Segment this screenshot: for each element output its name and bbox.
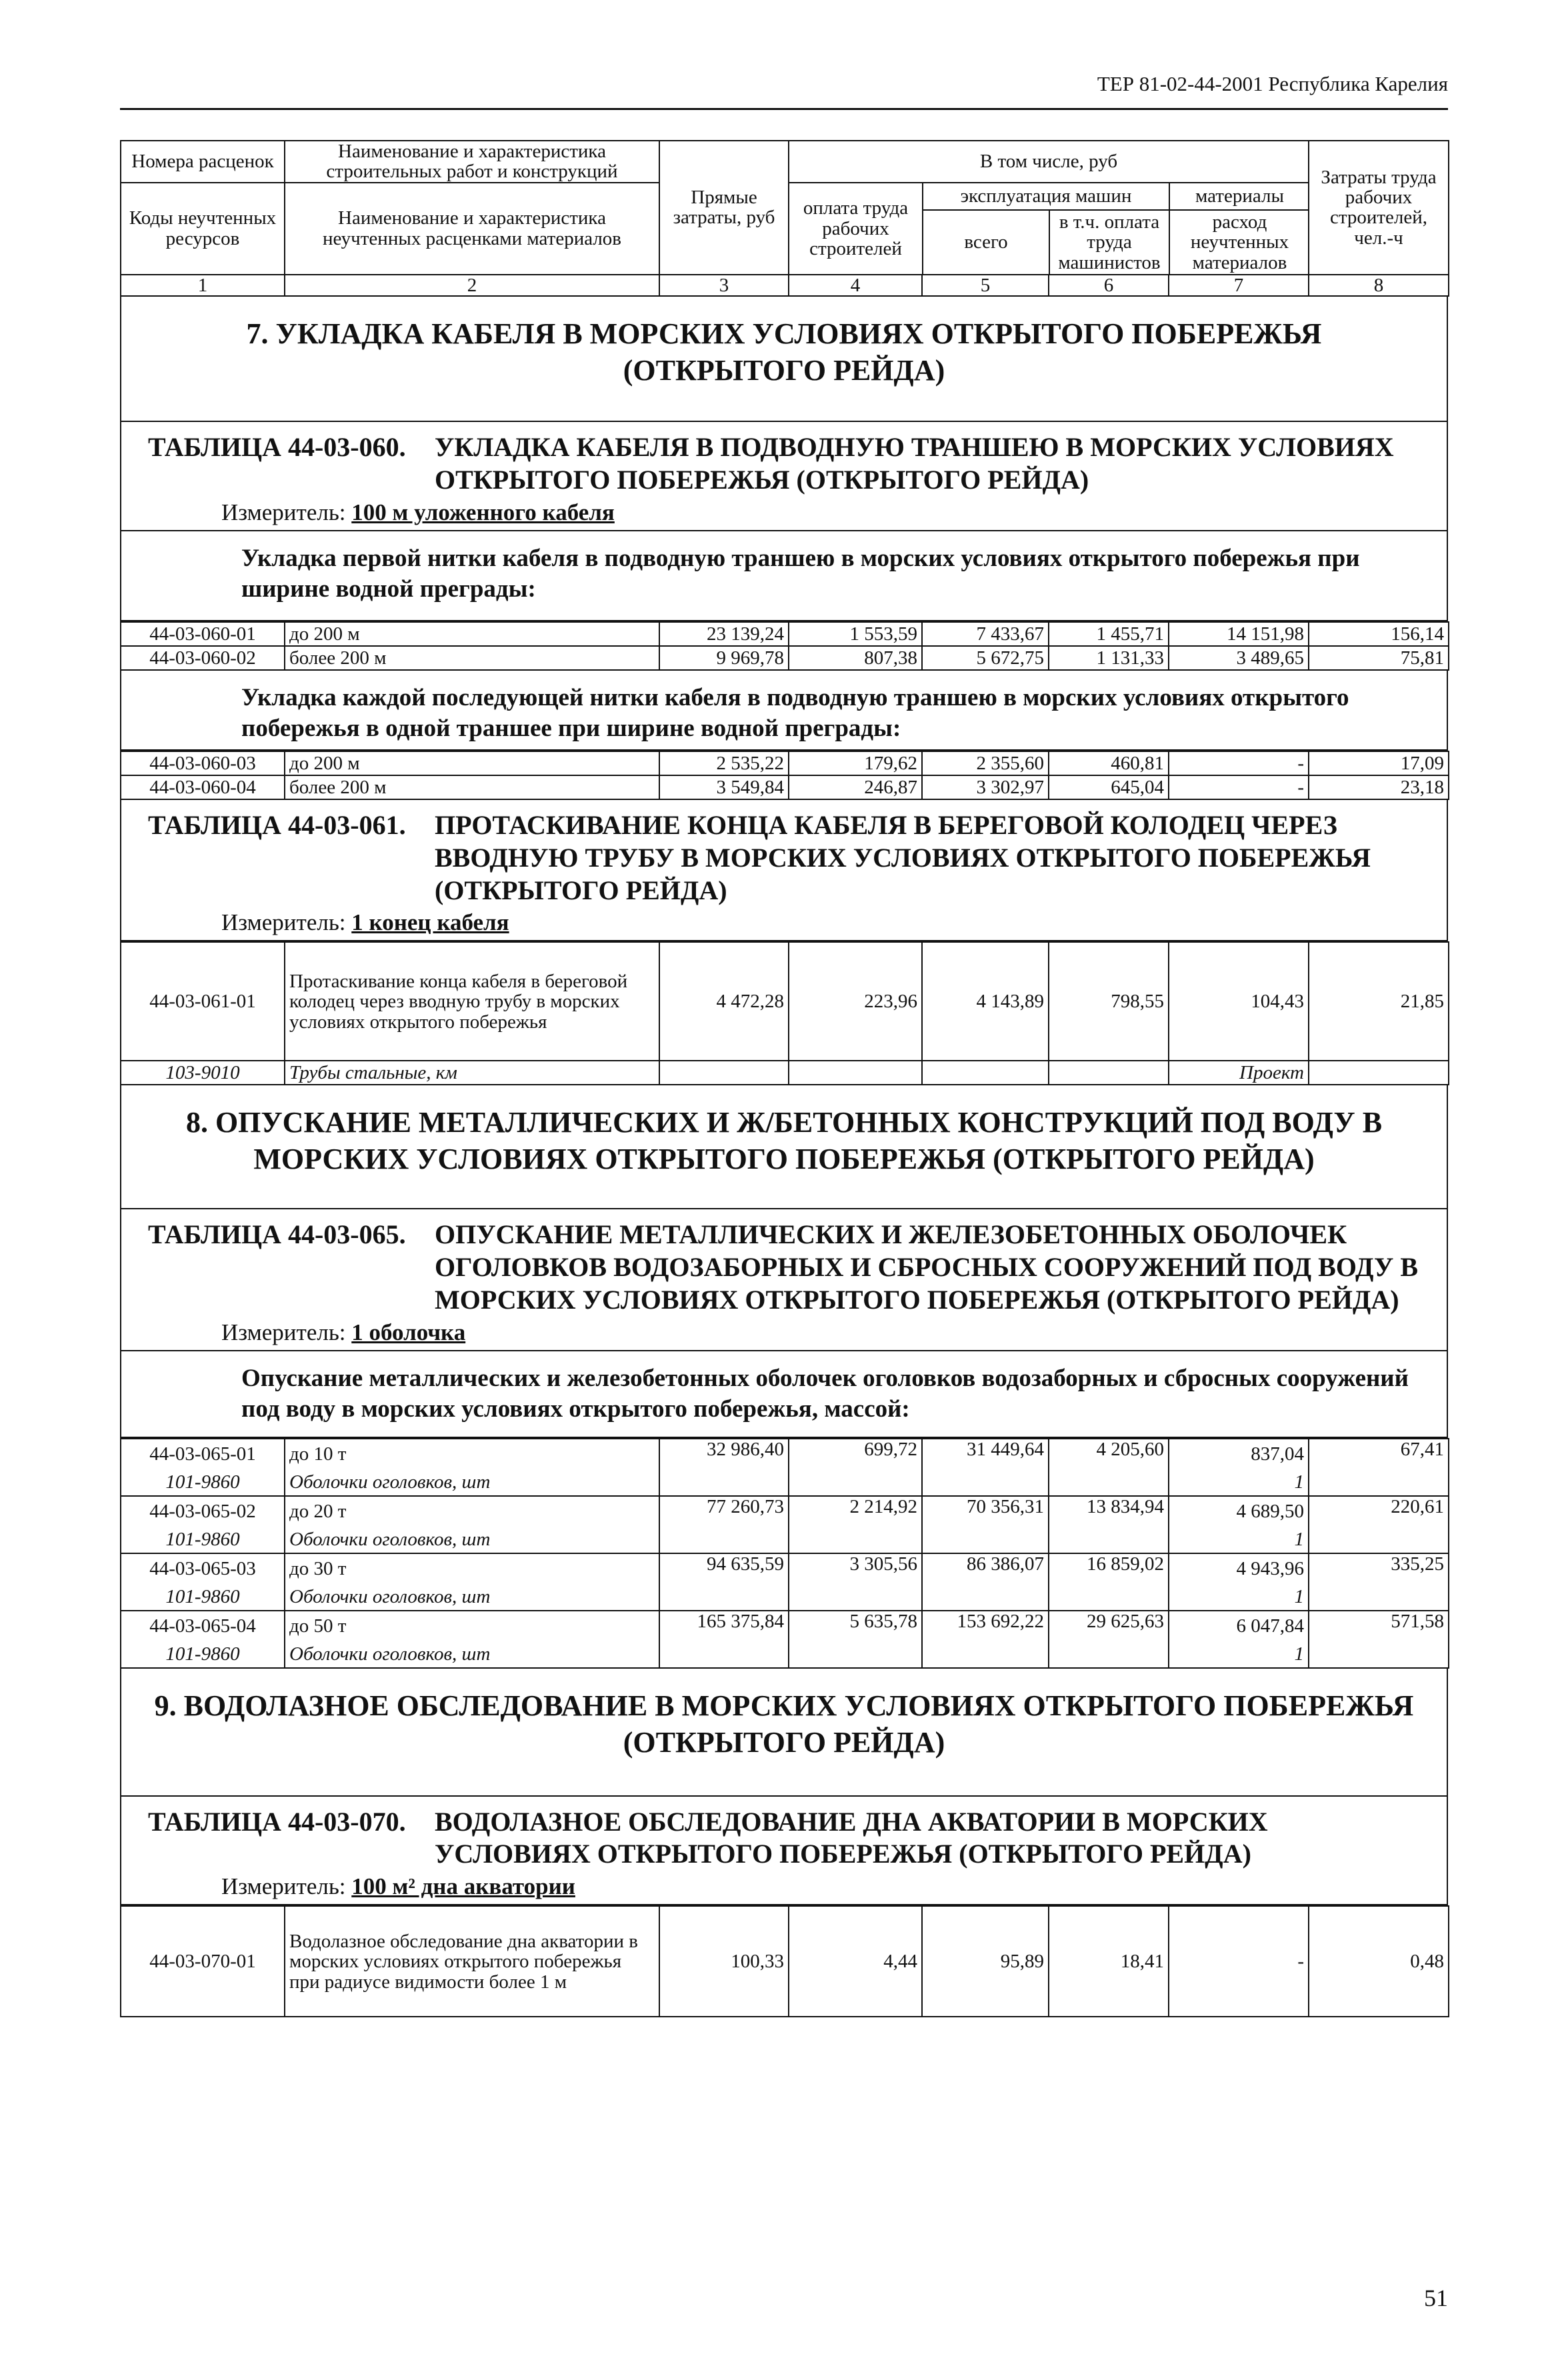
rate-name: Протаскивание конца кабеля в береговой колодец через вводную трубу в морских условиях открытого побережья: [285, 942, 659, 1061]
direct-cost: 32 986,40: [659, 1439, 789, 1496]
resource-code: 101-9860: [121, 1641, 285, 1668]
table-row: [121, 751, 1449, 775]
resource-code: 103-9010: [121, 1061, 285, 1085]
col6-header: в т.ч. оплата труда машинистов: [1049, 210, 1169, 274]
col-num-8: 8: [1309, 275, 1449, 296]
table-061-label: ТАБЛИЦА 44-03-061.: [148, 809, 406, 840]
table-row: [121, 1906, 1449, 2017]
resource-qty: 1: [1169, 1469, 1309, 1496]
table-065-rows: [120, 1438, 1449, 1669]
col-num-3: 3: [659, 275, 789, 296]
machine-cost: 5 672,75: [922, 646, 1049, 670]
col3-header: Прямые затраты, руб: [659, 141, 789, 275]
resource-code: 101-9860: [121, 1584, 285, 1611]
table-070-name: ВОДОЛАЗНОЕ ОБСЛЕДОВАНИЕ ДНА АКВАТОРИИ В МОРСКИХ УСЛОВИЯХ ОТКРЫТОГО ПОБЕРЕЖЬЯ (ОТКРЫТОГО РЕЙДА): [435, 1806, 1268, 1869]
materials-cost: 104,43: [1169, 942, 1309, 1061]
direct-cost: 94 635,59: [659, 1553, 789, 1611]
labor-cost: 5 635,78: [789, 1611, 922, 1668]
col1-top-header: Номера расценок: [121, 141, 285, 183]
rate-name: Водолазное обследование дна акватории в морских условиях открытого побережья при радиусе видимости более 1 м: [285, 1906, 659, 2017]
table-row: [121, 775, 1449, 799]
operator-cost: 1 455,71: [1049, 622, 1169, 646]
machine-cost: 153 692,22: [922, 1611, 1049, 1668]
table-row: [121, 1439, 1449, 1469]
rate-code: 44-03-061-01: [121, 942, 285, 1061]
rate-code: 44-03-070-01: [121, 1906, 285, 2017]
operator-cost: 16 859,02: [1049, 1553, 1169, 1611]
col-num-6: 6: [1049, 275, 1169, 296]
rate-code: 44-03-065-04: [121, 1611, 285, 1641]
operator-cost: 4 205,60: [1049, 1439, 1169, 1496]
labor-cost: 807,38: [789, 646, 922, 670]
page-content: [120, 140, 1448, 2017]
breakdown-header: В том числе, руб: [789, 141, 1309, 183]
materials-cost: 6 047,84: [1169, 1611, 1309, 1641]
table-070-title: [121, 1797, 1447, 1871]
table-row: [121, 1553, 1449, 1584]
labor-cost: 1 553,59: [789, 622, 922, 646]
table-row: [121, 646, 1449, 670]
table-row: [121, 1496, 1449, 1527]
table-061-name: ПРОТАСКИВАНИЕ КОНЦА КАБЕЛЯ В БЕРЕГОВОЙ КОЛОДЕЦ ЧЕРЕЗ ВВОДНУЮ ТРУБУ В МОРСКИХ УСЛОВИЯХ ОТКРЫТОГО ПОБЕРЕЖЬЯ (ОТКРЫТОГО РЕЙДА): [435, 809, 1371, 905]
resource-row: [121, 1061, 1449, 1085]
direct-cost: 3 549,84: [659, 775, 789, 799]
resource-qty: 1: [1169, 1527, 1309, 1553]
table-070-rows: [120, 1905, 1449, 2017]
labor-cost: 4,44: [789, 1906, 922, 2017]
rate-code: 44-03-060-02: [121, 646, 285, 670]
labor-hours: 571,58: [1309, 1611, 1449, 1668]
machine-cost: 86 386,07: [922, 1553, 1049, 1611]
labor-hours: 75,81: [1309, 646, 1449, 670]
table-060-header: [120, 422, 1448, 531]
col-num-1: 1: [121, 275, 285, 296]
table-060-rows-2: [120, 751, 1449, 800]
resource-qty: Проект: [1169, 1061, 1309, 1085]
table-060-group1: Укладка первой нитки кабеля в подводную траншею в морских условиях открытого побережья при ширине водной преграды:: [120, 531, 1448, 621]
resource-name: Трубы стальные, км: [285, 1061, 659, 1085]
col7-header: расход неучтенных материалов: [1190, 211, 1289, 273]
rate-name: до 30 т: [285, 1553, 659, 1584]
col4-header: оплата труда рабочих строителей: [789, 183, 923, 274]
rate-code: 44-03-060-04: [121, 775, 285, 799]
rate-code: 44-03-065-02: [121, 1496, 285, 1527]
materials-cost: 4 943,96: [1169, 1553, 1309, 1584]
operator-cost: 460,81: [1049, 751, 1169, 775]
labor-hours: 23,18: [1309, 775, 1449, 799]
rate-code: 44-03-060-01: [121, 622, 285, 646]
rate-code: 44-03-065-01: [121, 1439, 285, 1469]
operator-cost: 645,04: [1049, 775, 1169, 799]
resource-name: Оболочки оголовков, шт: [285, 1469, 659, 1496]
table-065-title: [121, 1209, 1447, 1316]
machine-cost: 31 449,64: [922, 1439, 1049, 1496]
table-065-label: ТАБЛИЦА 44-03-065.: [148, 1219, 406, 1250]
rate-name: до 200 м: [285, 622, 659, 646]
resource-qty: 1: [1169, 1641, 1309, 1668]
labor-cost: 179,62: [789, 751, 922, 775]
table-070-label: ТАБЛИЦА 44-03-070.: [148, 1806, 406, 1837]
table-row: [121, 622, 1449, 646]
direct-cost: 100,33: [659, 1906, 789, 2017]
labor-cost: 2 214,92: [789, 1496, 922, 1553]
labor-cost: 223,96: [789, 942, 922, 1061]
col-num-2: 2: [285, 275, 659, 296]
breakdown-subheaders: [789, 183, 1309, 275]
page-number: 51: [1424, 2285, 1448, 2311]
resource-name: Оболочки оголовков, шт: [285, 1641, 659, 1668]
materials-cost: 3 489,65: [1169, 646, 1309, 670]
materials-cost: 4 689,50: [1169, 1496, 1309, 1527]
section-8-heading: 8. ОПУСКАНИЕ МЕТАЛЛИЧЕСКИХ И Ж/БЕТОННЫХ КОНСТРУКЦИЙ ПОД ВОДУ В МОРСКИХ УСЛОВИЯХ ОТКРЫТОГО ПОБЕРЕЖЬЯ (ОТКРЫТОГО РЕЙДА): [120, 1085, 1448, 1209]
col5-header: всего: [923, 210, 1049, 274]
table-061-rows: [120, 941, 1449, 1085]
machines-header: эксплуатация машин: [923, 183, 1169, 210]
machine-cost: 70 356,31: [922, 1496, 1049, 1553]
operator-cost: 13 834,94: [1049, 1496, 1169, 1553]
section-7-heading: 7. УКЛАДКА КАБЕЛЯ В МОРСКИХ УСЛОВИЯХ ОТКРЫТОГО ПОБЕРЕЖЬЯ (ОТКРЫТОГО РЕЙДА): [120, 297, 1448, 422]
operator-cost: 18,41: [1049, 1906, 1169, 2017]
operator-cost: 1 131,33: [1049, 646, 1169, 670]
operator-cost: 29 625,63: [1049, 1611, 1169, 1668]
table-070-meter: Измеритель: 100 м² дна акватории: [221, 1873, 575, 1900]
labor-cost: 3 305,56: [789, 1553, 922, 1611]
labor-hours: 335,25: [1309, 1553, 1449, 1611]
rate-name: до 20 т: [285, 1496, 659, 1527]
resource-code: 101-9860: [121, 1469, 285, 1496]
col-num-7: 7: [1169, 275, 1309, 296]
resource-qty: 1: [1169, 1584, 1309, 1611]
labor-hours: 156,14: [1309, 622, 1449, 646]
direct-cost: 4 472,28: [659, 942, 789, 1061]
rate-name: до 50 т: [285, 1611, 659, 1641]
materials-cost: 14 151,98: [1169, 622, 1309, 646]
col1-bottom-header: Коды неучтенных ресурсов: [121, 183, 285, 275]
table-060-rows-1: [120, 621, 1449, 671]
direct-cost: 23 139,24: [659, 622, 789, 646]
rate-code: 44-03-060-03: [121, 751, 285, 775]
labor-hours: 220,61: [1309, 1496, 1449, 1553]
rate-name: более 200 м: [285, 775, 659, 799]
col-num-4: 4: [789, 275, 922, 296]
resource-name: Оболочки оголовков, шт: [285, 1527, 659, 1553]
materials-cost: 837,04: [1169, 1439, 1309, 1469]
machine-cost: 2 355,60: [922, 751, 1049, 775]
labor-hours: 21,85: [1309, 942, 1449, 1061]
direct-cost: 77 260,73: [659, 1496, 789, 1553]
direct-cost: 2 535,22: [659, 751, 789, 775]
table-060-name: УКЛАДКА КАБЕЛЯ В ПОДВОДНУЮ ТРАНШЕЮ В МОРСКИХ УСЛОВИЯХ ОТКРЫТОГО ПОБЕРЕЖЬЯ (ОТКРЫТОГО РЕЙДА): [435, 432, 1394, 495]
col-num-5: 5: [922, 275, 1049, 296]
direct-cost: 9 969,78: [659, 646, 789, 670]
labor-hours: 17,09: [1309, 751, 1449, 775]
machine-cost: 95,89: [922, 1906, 1049, 2017]
resource-name: Оболочки оголовков, шт: [285, 1584, 659, 1611]
table-060-meter: Измеритель: 100 м уложенного кабеля: [221, 499, 615, 525]
table-065-name: ОПУСКАНИЕ МЕТАЛЛИЧЕСКИХ И ЖЕЛЕЗОБЕТОННЫХ ОБОЛОЧЕК ОГОЛОВКОВ ВОДОЗАБОРНЫХ И СБРОСНЫХ СООРУЖЕНИЙ ПОД ВОДУ В МОРСКИХ УСЛОВИЯХ ОТКРЫТОГО ПОБЕРЕЖЬЯ (ОТКРЫТОГО РЕЙДА): [435, 1219, 1418, 1315]
col2-bottom-header: Наименование и характеристика неучтенных расценками материалов: [285, 183, 659, 275]
table-065-meter: Измеритель: 1 оболочка: [221, 1319, 466, 1345]
table-065-group: Опускание металлических и железобетонных оболочек оголовков водозаборных и сбросных сооружений под воду в морских условиях открытого побережья, массой:: [120, 1351, 1448, 1438]
table-070-header: [120, 1797, 1448, 1906]
table-row: [121, 1611, 1449, 1641]
rate-name: до 200 м: [285, 751, 659, 775]
header-rule: [120, 108, 1448, 110]
rate-name: более 200 м: [285, 646, 659, 670]
labor-hours: 0,48: [1309, 1906, 1449, 2017]
table-061-meter: Измеритель: 1 конец кабеля: [221, 909, 509, 936]
column-header-table: [120, 140, 1449, 297]
table-061-title: [121, 800, 1447, 907]
direct-cost: 165 375,84: [659, 1611, 789, 1668]
resource-code: 101-9860: [121, 1527, 285, 1553]
table-065-header: [120, 1209, 1448, 1351]
operator-cost: 798,55: [1049, 942, 1169, 1061]
machine-cost: 7 433,67: [922, 622, 1049, 646]
document-header: ТЕР 81-02-44-2001 Республика Карелия: [1097, 72, 1448, 95]
labor-cost: 699,72: [789, 1439, 922, 1496]
materials-header: материалы: [1169, 183, 1309, 210]
table-060-title: [121, 422, 1447, 497]
materials-cost: -: [1169, 1906, 1309, 2017]
section-9-heading: 9. ВОДОЛАЗНОЕ ОБСЛЕДОВАНИЕ В МОРСКИХ УСЛОВИЯХ ОТКРЫТОГО ПОБЕРЕЖЬЯ (ОТКРЫТОГО РЕЙДА): [120, 1669, 1448, 1797]
table-060-group2: Укладка каждой последующей нитки кабеля в подводную траншею в морских условиях открытого побережья в одной траншее при ширине водной преграды:: [120, 671, 1448, 751]
machine-cost: 4 143,89: [922, 942, 1049, 1061]
col8-header: Затраты труда рабочих строителей, чел.-ч: [1309, 141, 1449, 275]
rate-name: до 10 т: [285, 1439, 659, 1469]
labor-cost: 246,87: [789, 775, 922, 799]
materials-cost: -: [1169, 775, 1309, 799]
table-061-header: [120, 800, 1448, 941]
col2-top-header: Наименование и характеристика строительных работ и конструкций: [285, 141, 659, 183]
labor-hours: 67,41: [1309, 1439, 1449, 1496]
table-row: [121, 942, 1449, 1061]
rate-code: 44-03-065-03: [121, 1553, 285, 1584]
table-060-label: ТАБЛИЦА 44-03-060.: [148, 432, 406, 463]
materials-cost: -: [1169, 751, 1309, 775]
machine-cost: 3 302,97: [922, 775, 1049, 799]
